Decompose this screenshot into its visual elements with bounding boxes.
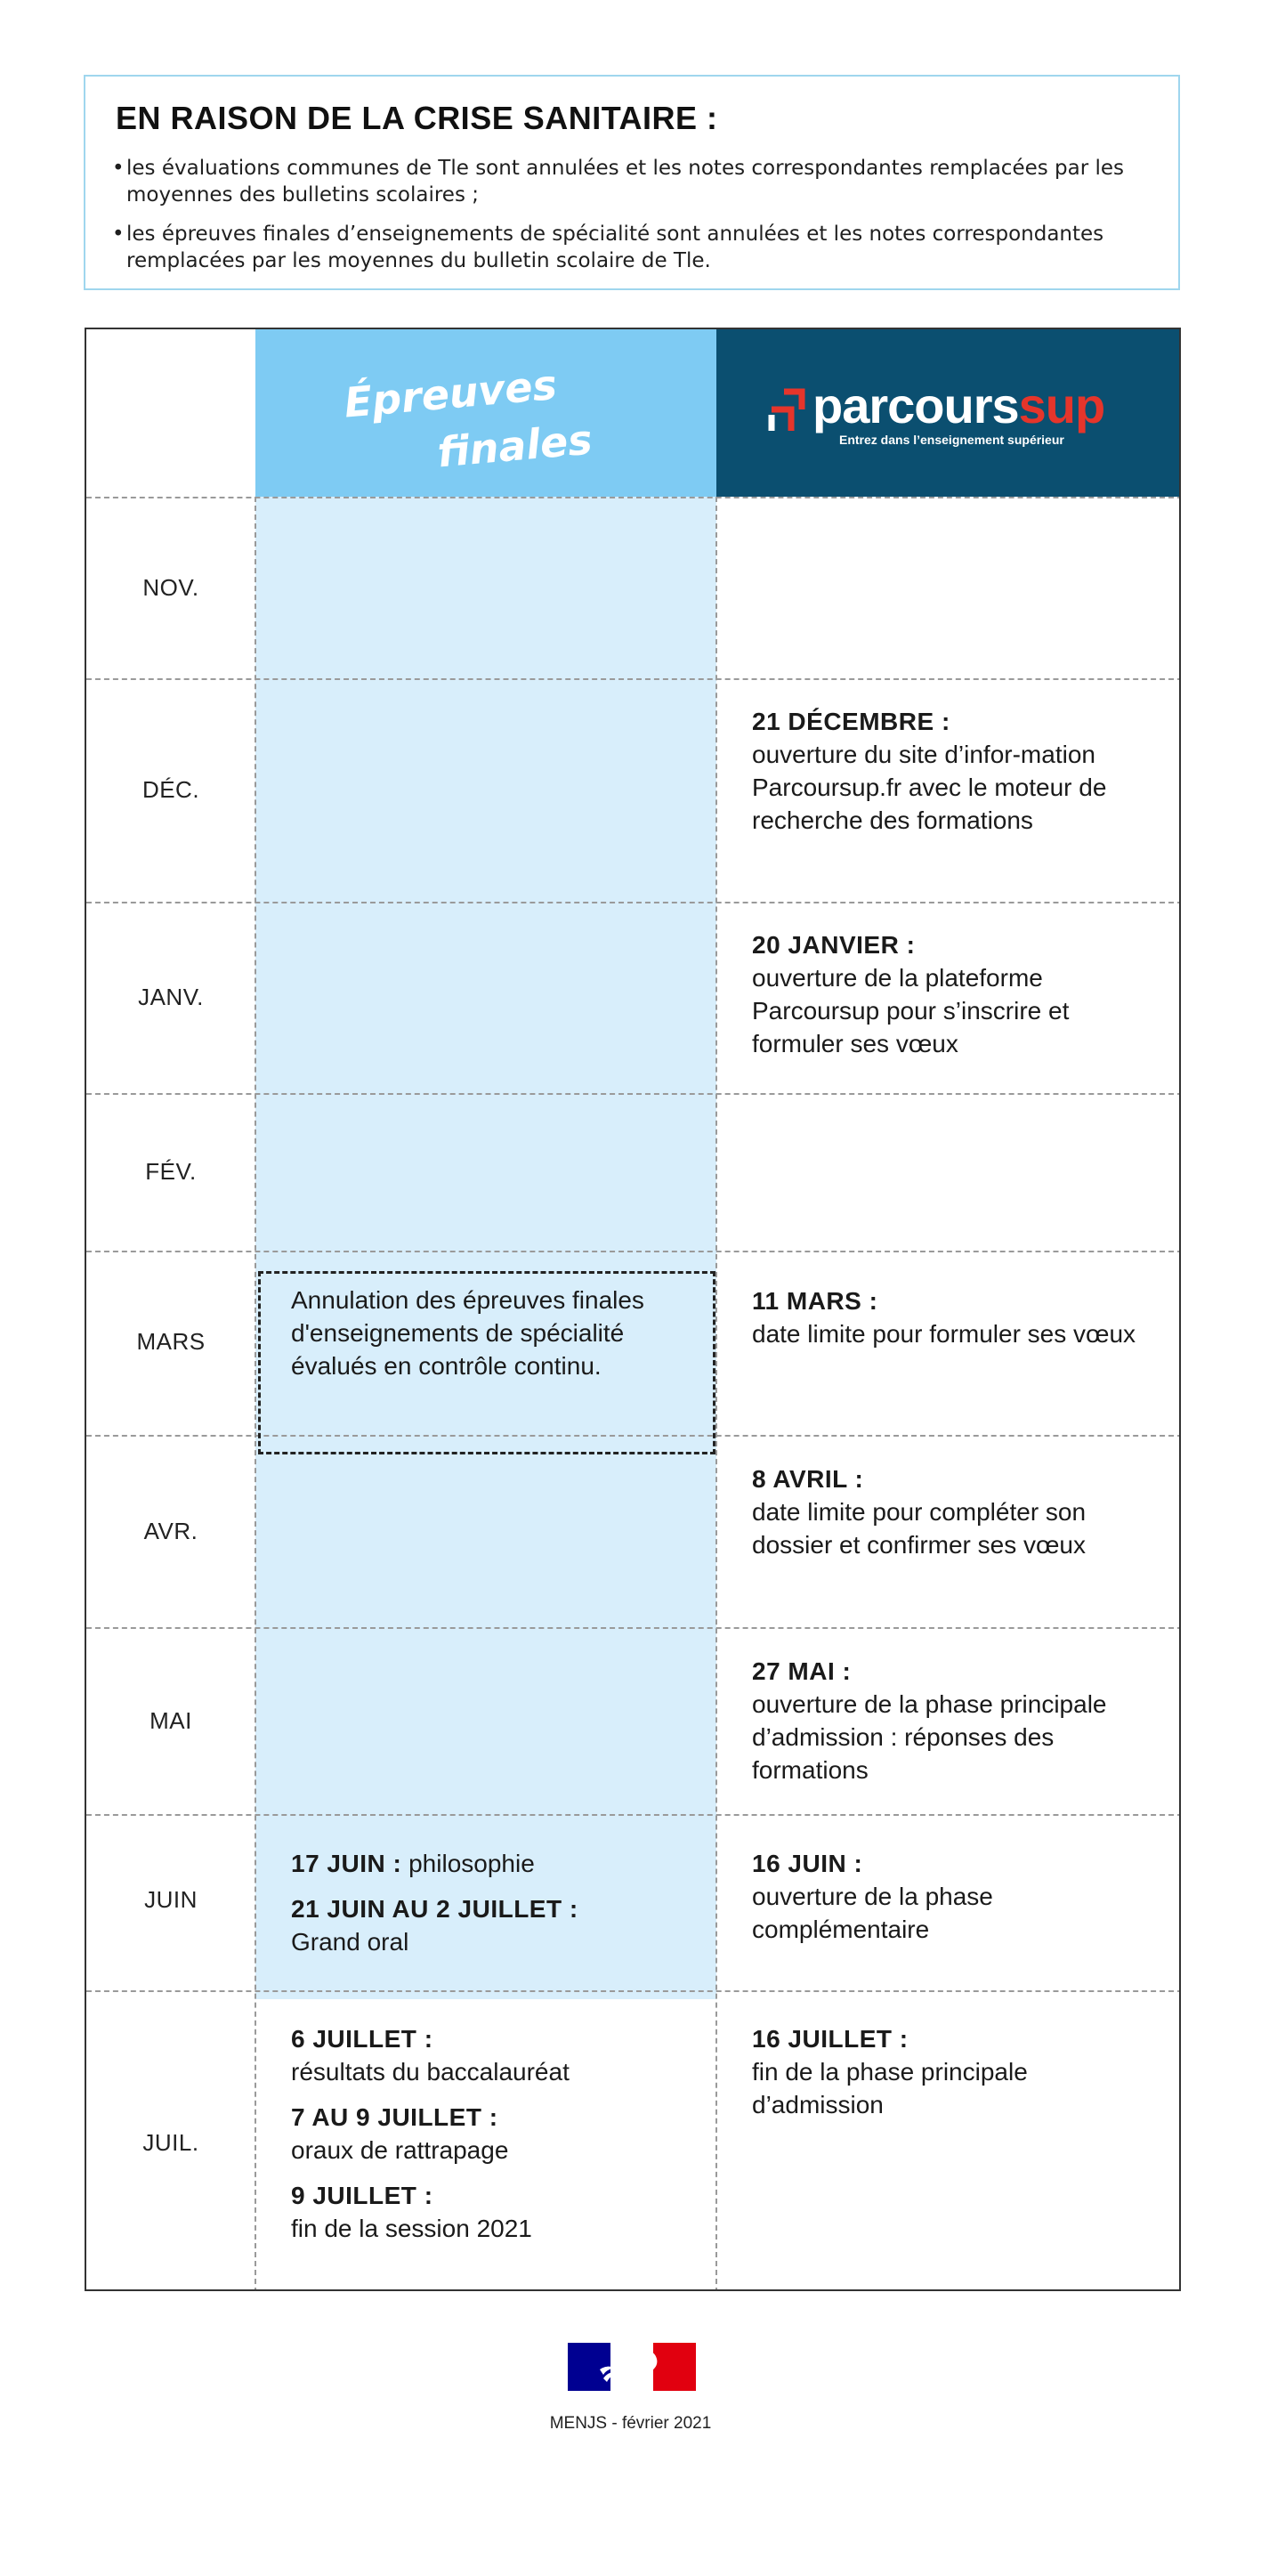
epreuves-juin [291, 1847, 700, 1958]
month-label: JUIL. [142, 2129, 199, 2156]
parcoursup-word-part1: parcours [812, 377, 1019, 433]
epreuves-header [255, 329, 716, 497]
epreuves-juil-2-text: oraux de rattrapage [291, 2136, 509, 2164]
parcoursup-juillet [752, 2022, 1152, 2121]
parcoursup-dec-text: ouverture du site d’infor-mation Parcoursup.fr avec le moteur de recherche des formations [752, 741, 1107, 834]
row-divider [86, 497, 1181, 498]
parcoursup-header [716, 329, 1181, 497]
column-divider [255, 497, 256, 2291]
parcoursup-mai-text: ouverture de la phase principale d’admission : réponses des formations [752, 1690, 1107, 1784]
row-divider [86, 1251, 1181, 1252]
notice-bullet: • les épreuves finales d’enseignements de spécialité sont annulées et les notes correspondantes remplacées par les moyennes du bulletin scolaire de Tle. [112, 221, 1152, 274]
row-divider [86, 1627, 1181, 1629]
parcoursup-mai-head: 27 MAI : [752, 1657, 852, 1685]
parcoursup-mars-text: date limite pour formuler ses vœux [752, 1320, 1136, 1348]
epreuves-title-line1: Épreuves [342, 360, 559, 427]
parcoursup-mai [752, 1655, 1152, 1786]
row-divider [86, 1093, 1181, 1095]
month-label: AVR. [143, 1518, 198, 1544]
epreuves-title-line2: finales [435, 415, 594, 477]
month-label: MARS [136, 1328, 206, 1355]
epreuves-juin-2-head: 21 JUIN AU 2 JUILLET : [291, 1895, 578, 1923]
parcoursup-janvier [752, 928, 1152, 1060]
month-label: JANV. [138, 984, 204, 1010]
timeline-table [85, 328, 1181, 2291]
epreuves-juin-2-text: Grand oral [291, 1928, 409, 1956]
month-label: DÉC. [141, 776, 200, 803]
epreuves-mars: Annulation des épreuves finales d'enseignements de spécialité évalués en contrôle continu. [291, 1286, 644, 1380]
row-divider [86, 902, 1181, 903]
notice-box [84, 75, 1180, 290]
parcoursup-avril [752, 1462, 1152, 1561]
epreuves-juil-3-head: 9 JUILLET : [291, 2182, 433, 2209]
parcoursup-brackets-icon [768, 386, 811, 440]
parcoursup-word-part2: up [1045, 377, 1105, 433]
notice-bullet: • les évaluations communes de Tle sont annulées et les notes correspondantes remplacées par les moyennes des bulletins scolaires ; [112, 155, 1152, 208]
column-divider [715, 497, 717, 2291]
notice-list [112, 155, 1152, 274]
epreuves-juin-1-head: 17 JUIN : [291, 1850, 402, 1877]
month-label: NOV. [142, 574, 199, 601]
epreuves-juil-3-text: fin de la session 2021 [291, 2215, 532, 2242]
epreuves-juin-1-text: philosophie [401, 1850, 535, 1877]
parcoursup-wordmark [812, 377, 1104, 434]
month-label: MAI [150, 1707, 192, 1734]
parcoursup-juil-text: fin de la phase principale d’admission [752, 2058, 1028, 2118]
parcoursup-juin [752, 1847, 1152, 1946]
notice-title: EN RAISON DE LA CRISE SANITAIRE : [116, 100, 718, 136]
parcoursup-avr-head: 8 AVRIL : [752, 1465, 864, 1493]
epreuves-juil-1-text: résultats du baccalauréat [291, 2058, 570, 2086]
parcoursup-decembre [752, 705, 1152, 837]
row-divider [86, 1990, 1181, 1992]
epreuves-juil-2-head: 7 AU 9 JUILLET : [291, 2103, 498, 2131]
parcoursup-avr-text: date limite pour compléter son dossier et confirmer ses vœux [752, 1498, 1087, 1559]
parcoursup-word-s: s [1018, 377, 1046, 433]
month-label: JUIN [144, 1886, 198, 1913]
parcoursup-juin-head: 16 JUIN : [752, 1850, 863, 1877]
parcoursup-juin-text: ouverture de la phase complémentaire [752, 1883, 993, 1943]
row-divider [86, 1814, 1181, 1816]
parcoursup-mars [752, 1284, 1152, 1350]
parcoursup-dec-head: 21 DÉCEMBRE : [752, 708, 950, 735]
row-divider [86, 678, 1181, 680]
parcoursup-tagline: Entrez dans l’enseignement supérieur [839, 433, 1064, 447]
parcoursup-mars-head: 11 MARS : [752, 1287, 878, 1315]
parcoursup-logo [768, 377, 1142, 449]
epreuves-juin-line1 [291, 1847, 700, 1880]
parcoursup-janv-text: ouverture de la plateforme Parcoursup pour s’inscrire et formuler ses vœux [752, 964, 1070, 1057]
epreuves-juil-1-head: 6 JUILLET : [291, 2025, 433, 2053]
epreuves-header-title [255, 329, 716, 497]
epreuves-column-background [255, 329, 716, 1999]
parcoursup-juil-head: 16 JUILLET : [752, 2025, 909, 2053]
footer-credit: MENJS - février 2021 [549, 2414, 712, 2433]
month-label: FÉV. [145, 1158, 197, 1185]
epreuves-juillet [291, 2022, 700, 2245]
parcoursup-janv-head: 20 JANVIER : [752, 931, 916, 959]
republique-francaise-flag-logo [568, 2343, 696, 2391]
